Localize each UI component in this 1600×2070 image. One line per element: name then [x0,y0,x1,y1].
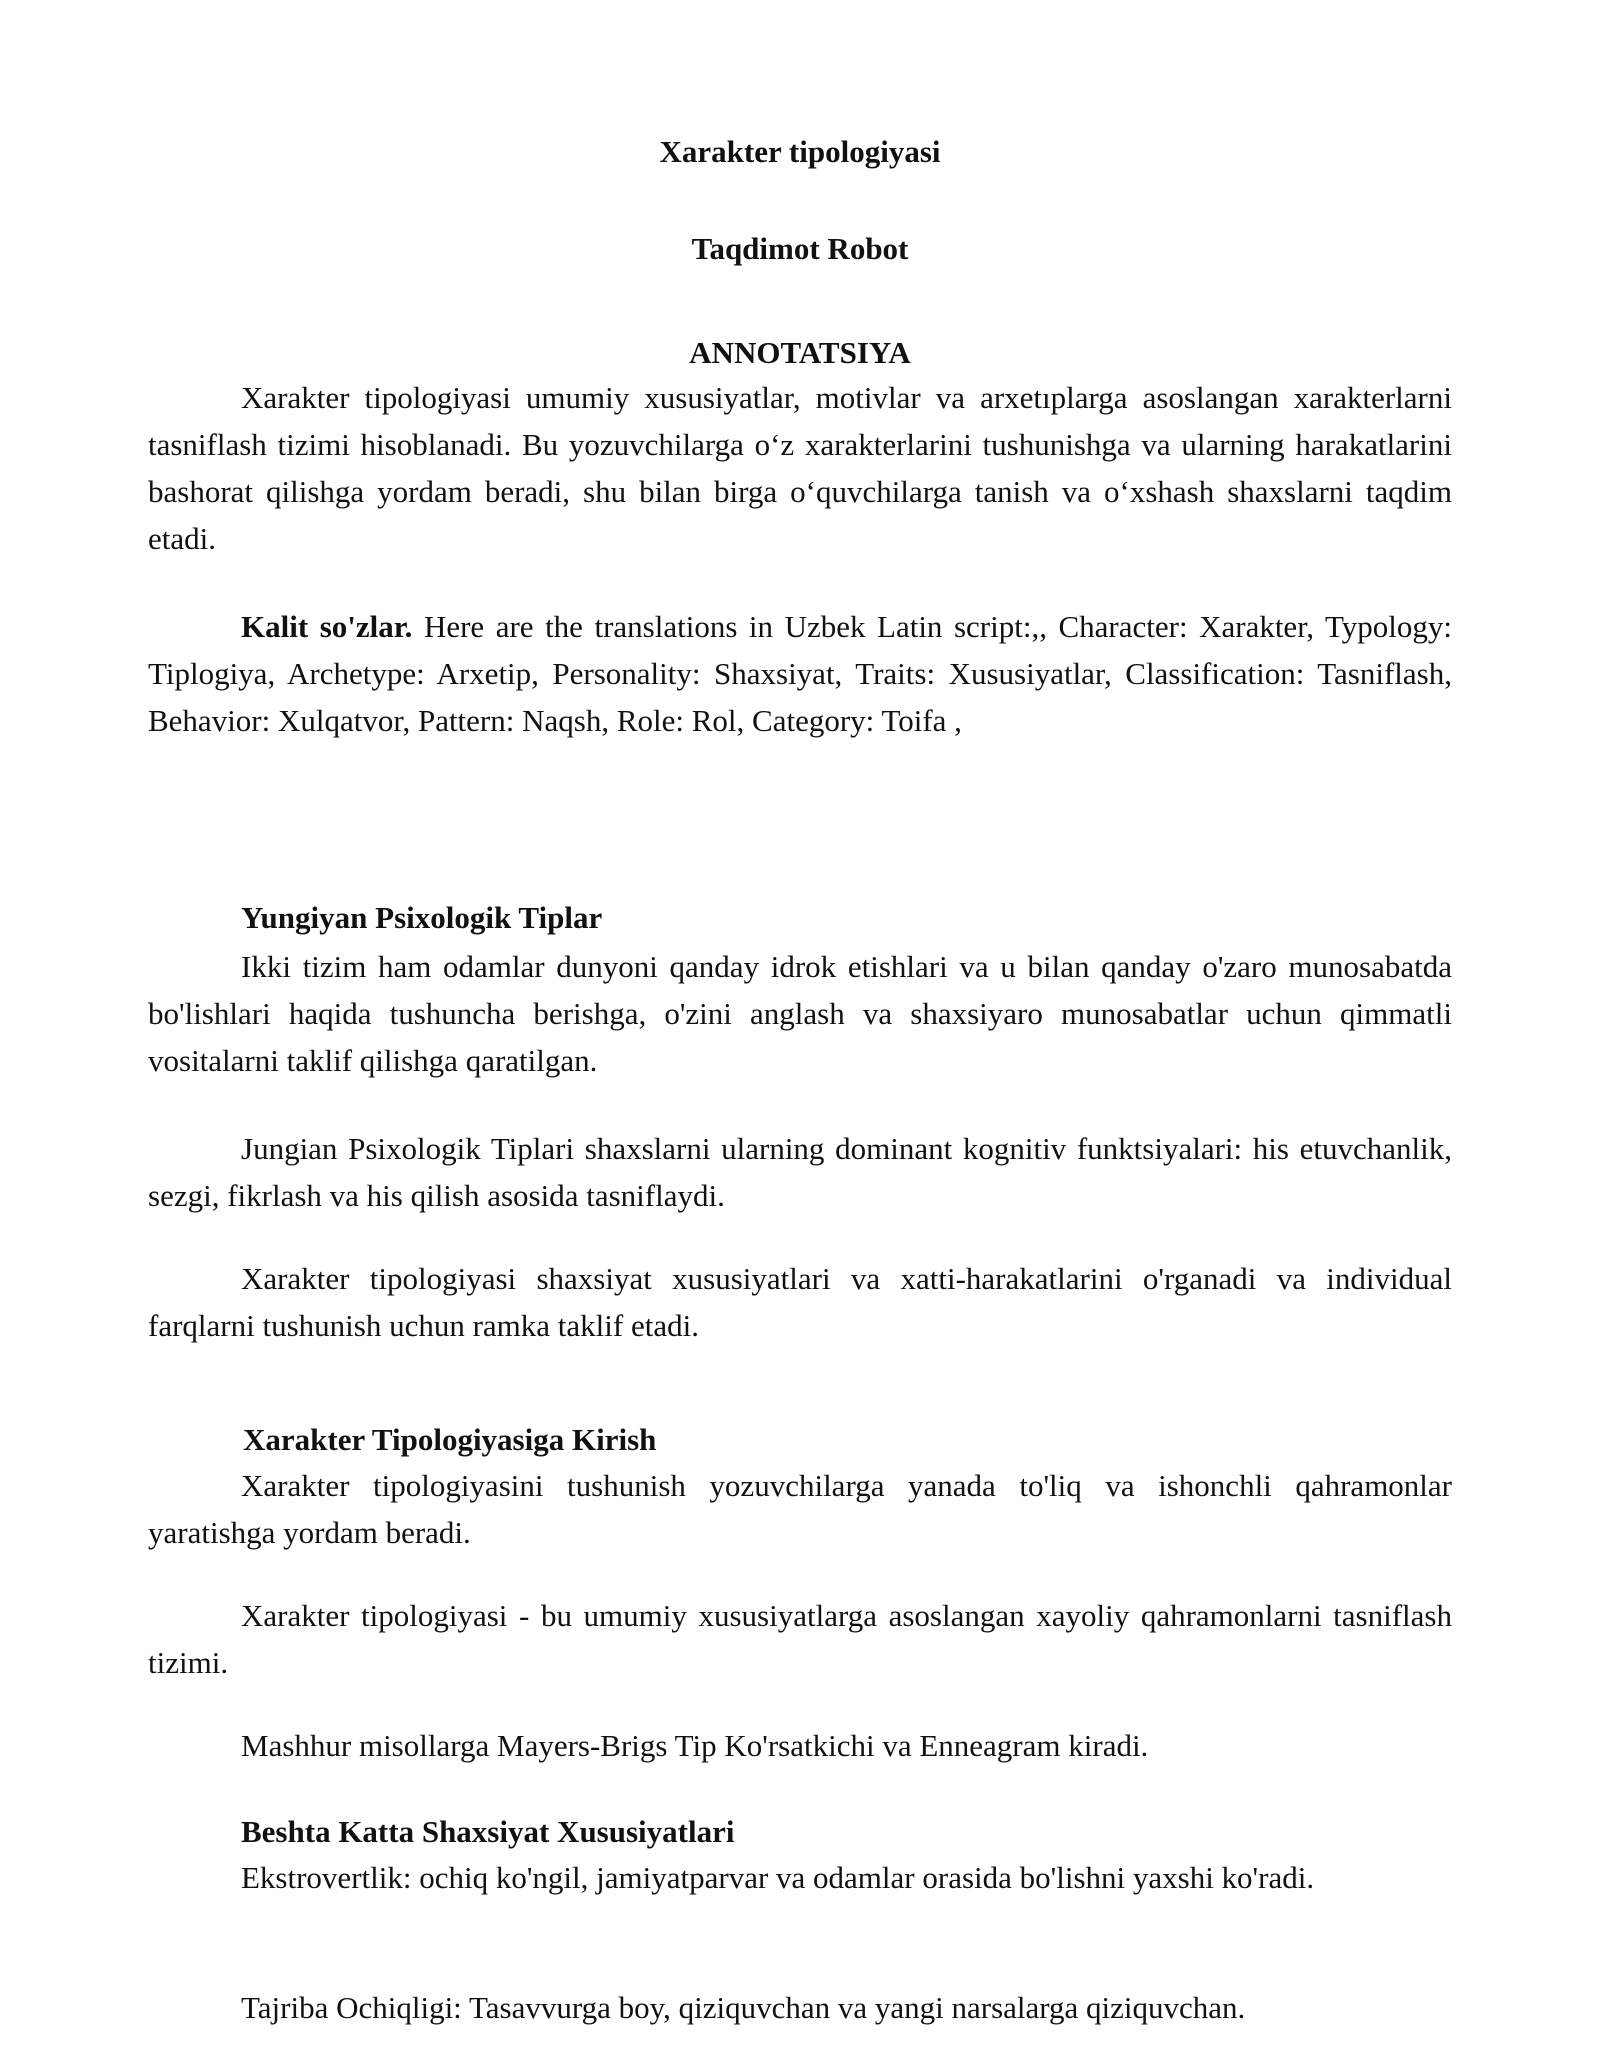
paragraph: Xarakter tipologiyasi shaxsiyat xususiyatlari va xatti-harakatlarini o'rganadi va individual farqlarni tushunish uchun ramka taklif etadi. [148,1261,1452,1343]
paragraph: Xarakter tipologiyasini tushunish yozuvchilarga yanada to'liq va ishonchli qahramonlar yaratishga yordam beradi. [148,1468,1452,1550]
paragraph: Ekstrovertlik: ochiq ko'ngil, jamiyatparvar va odamlar orasida bo'lishni yaxshi ko'radi. [241,1860,1315,1895]
keywords-paragraph [148,603,1452,744]
annotation-paragraph: Xarakter tipologiyasi umumiy xususiyatlar, motivlar va arxetıplarga asoslangan xarakterlarni tasniflash tizimi hisoblanadi. Bu yozuvchilarga o‘z xarakterlarini tushunishga va ularning harakatlarini bashorat qilishga yordam beradi, shu bilan birga o‘quvchilarga tanish va o‘xshash shaxslarni taqdim etadi. [148,380,1452,556]
paragraph: Ikki tizim ham odamlar dunyoni qanday idrok etishlari va u bilan qanday o'zaro munosabatda bo'lishlari haqida tushuncha berishga, o'zini anglash va shaxsiyaro munosabatlar uchun qimmatli vositalarni taklif qilishga qaratilgan. [148,949,1452,1078]
paragraph: Xarakter tipologiyasi - bu umumiy xususiyatlarga asoslangan xayoliy qahramonlarni tasniflash tizimi. [148,1598,1452,1680]
document-title: Xarakter tipologiyasi [659,134,941,169]
annotation-heading: ANNOTATSIYA [689,335,911,370]
section-heading-big-five: Beshta Katta Shaxsiyat Xususiyatlari [241,1814,735,1849]
document-author: Taqdimot Robot [691,231,909,266]
paragraph: Jungian Psixologik Tiplari shaxslarni ularning dominant kognitiv funktsiyalari: his etuvchanlik, sezgi, fikrlash va his qilish asosida tasniflaydi. [148,1131,1452,1213]
paragraph: Tajriba Ochiqligi: Tasavvurga boy, qiziquvchan va yangi narsalarga qiziquvchan. [241,1990,1246,2025]
section-heading-introduction: Xarakter Tipologiyasiga Kirish [243,1422,657,1457]
keywords-label: Kalit so'zlar. [241,609,413,644]
keywords-text: Here are the translations in Uzbek Latin script:,, Character: Xarakter, Typology: Tiplogiya, Archetype: Arxetip, Personality: Shaxsiyat, Traits: Xususiyatlar, Classification: Tasniflash, Behavior: Xulqatvor, Pattern: Naqsh, Role: Rol, Category: Toifa , [148,609,1452,738]
paragraph: Mashhur misollarga Mayers-Brigs Tip Ko'rsatkichi va Enneagram kiradi. [241,1728,1149,1763]
section-heading-jungian-types: Yungiyan Psixologik Tiplar [241,900,603,935]
